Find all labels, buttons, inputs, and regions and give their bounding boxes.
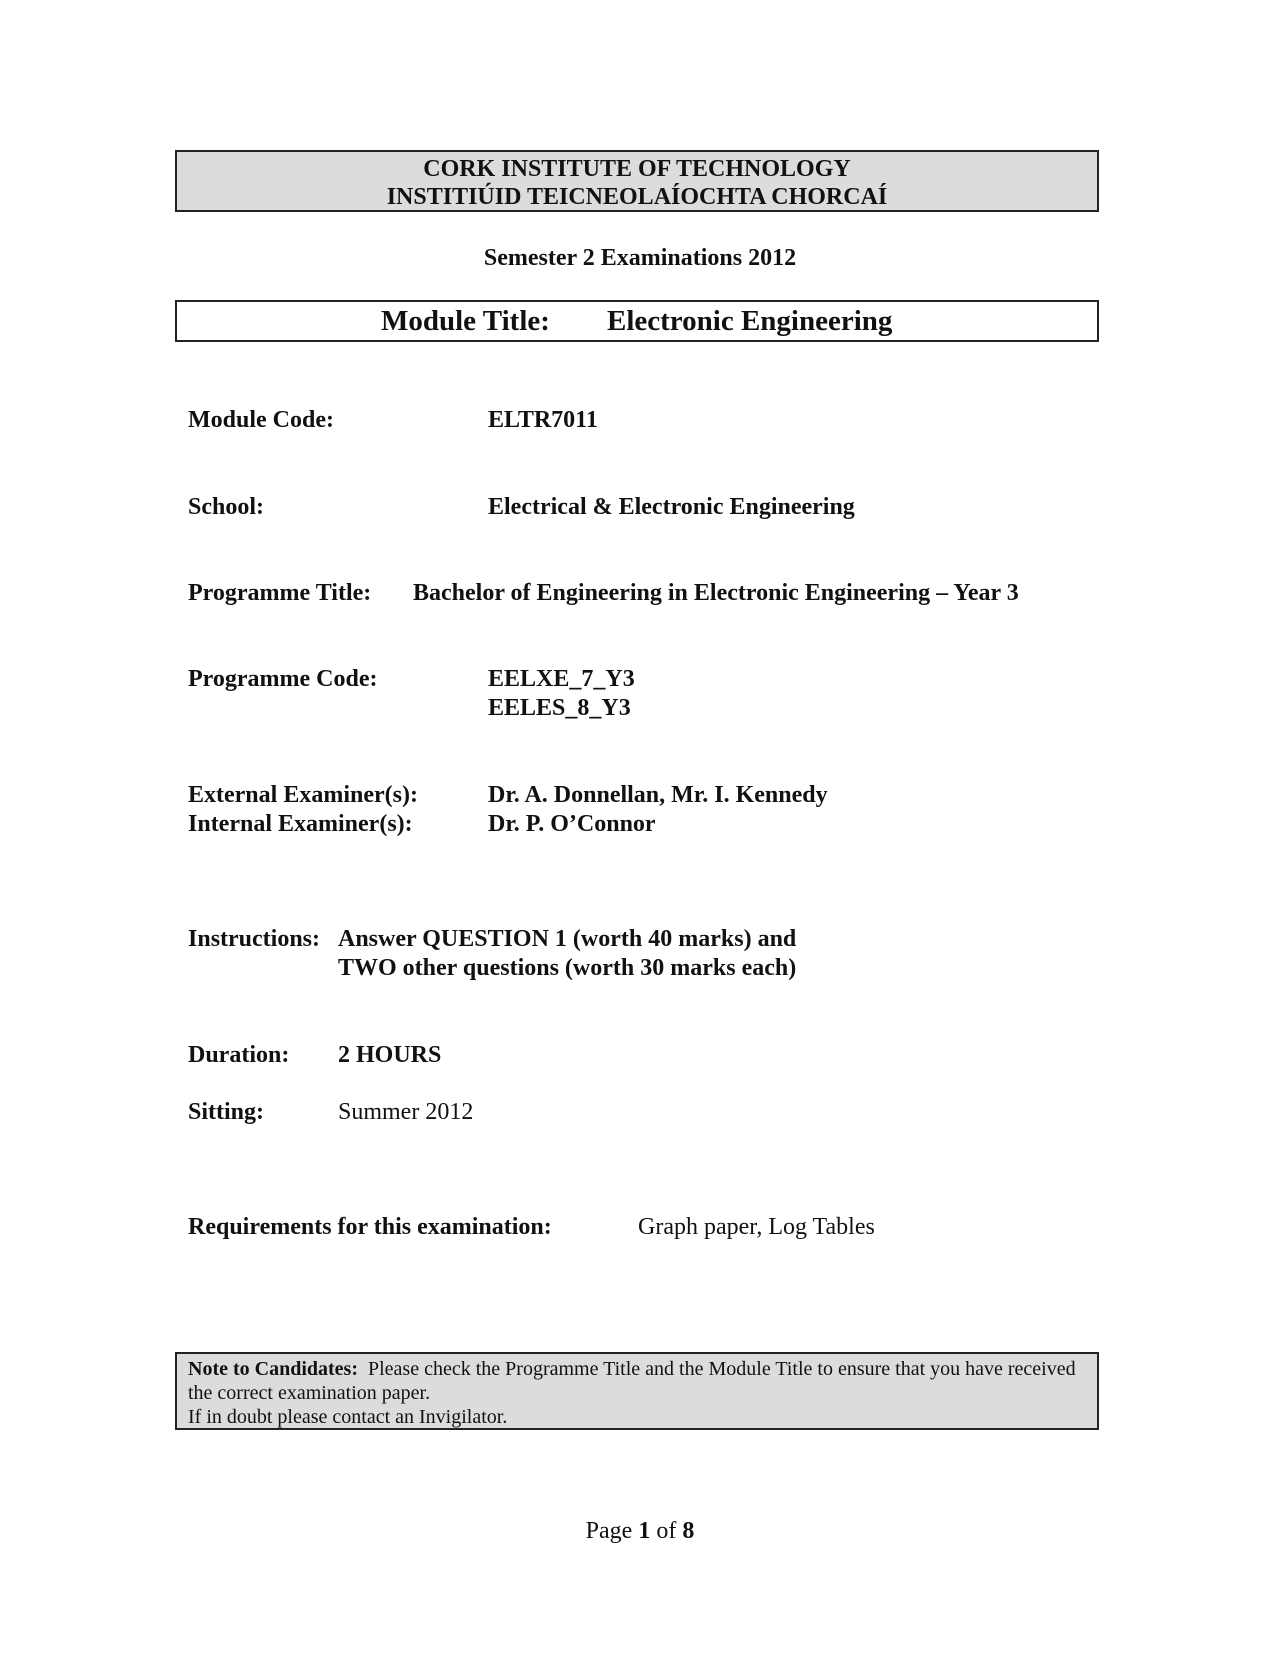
module-code-label: Module Code: — [188, 407, 334, 433]
duration-value: 2 HOURS — [338, 1042, 442, 1068]
page-word: Page — [585, 1518, 633, 1544]
school-label: School: — [188, 494, 265, 520]
note-line-2: If in doubt please contact an Invigilator. — [188, 1406, 508, 1428]
module-title-value: Electronic Engineering — [607, 305, 893, 337]
programme-code-value-1: EELXE_7_Y3 — [488, 666, 635, 692]
programme-title-label: Programme Title: — [188, 580, 372, 606]
of-word: of — [656, 1518, 677, 1544]
note-body: Please check the Programme Title and the Module Title to ensure that you have received the correct examination paper. — [188, 1358, 1076, 1404]
semester-heading: Semester 2 Examinations 2012 — [483, 245, 797, 271]
module-title-label: Module Title: — [381, 305, 550, 337]
programme-code-label: Programme Code: — [188, 666, 378, 692]
institute-name-en: CORK INSTITUTE OF TECHNOLOGY — [423, 156, 851, 182]
institute-name-ga: INSTITIÚID TEICNEOLAÍOCHTA CHORCAÍ — [386, 184, 888, 210]
internal-examiners-value: Dr. P. O’Connor — [488, 811, 656, 837]
instructions-label: Instructions: — [188, 926, 321, 952]
duration-label: Duration: — [188, 1042, 290, 1068]
module-code-value: ELTR7011 — [488, 407, 598, 433]
page-footer — [0, 1518, 1280, 1545]
note-to-candidates-box — [175, 1352, 1099, 1430]
programme-title-value: Bachelor of Engineering in Electronic Engineering – Year 3 — [413, 580, 1019, 606]
page-number: 1 — [638, 1518, 651, 1544]
requirements-value: Graph paper, Log Tables — [638, 1214, 875, 1240]
internal-examiners-label: Internal Examiner(s): — [188, 811, 413, 837]
note-label: Note to Candidates: — [188, 1358, 358, 1380]
institute-header-box — [175, 150, 1099, 212]
programme-code-value-2: EELES_8_Y3 — [488, 695, 631, 721]
instructions-line-1: Answer QUESTION 1 (worth 40 marks) and — [338, 926, 797, 952]
note-text — [188, 1357, 1086, 1405]
page-total: 8 — [682, 1518, 695, 1544]
school-value: Electrical & Electronic Engineering — [488, 494, 855, 520]
sitting-label: Sitting: — [188, 1099, 265, 1125]
instructions-line-2: TWO other questions (worth 30 marks each) — [338, 955, 797, 981]
external-examiners-label: External Examiner(s): — [188, 782, 418, 808]
external-examiners-value: Dr. A. Donnellan, Mr. I. Kennedy — [488, 782, 828, 808]
requirements-label: Requirements for this examination: — [188, 1214, 552, 1240]
sitting-value: Summer 2012 — [338, 1099, 474, 1125]
module-title-box — [175, 300, 1099, 342]
